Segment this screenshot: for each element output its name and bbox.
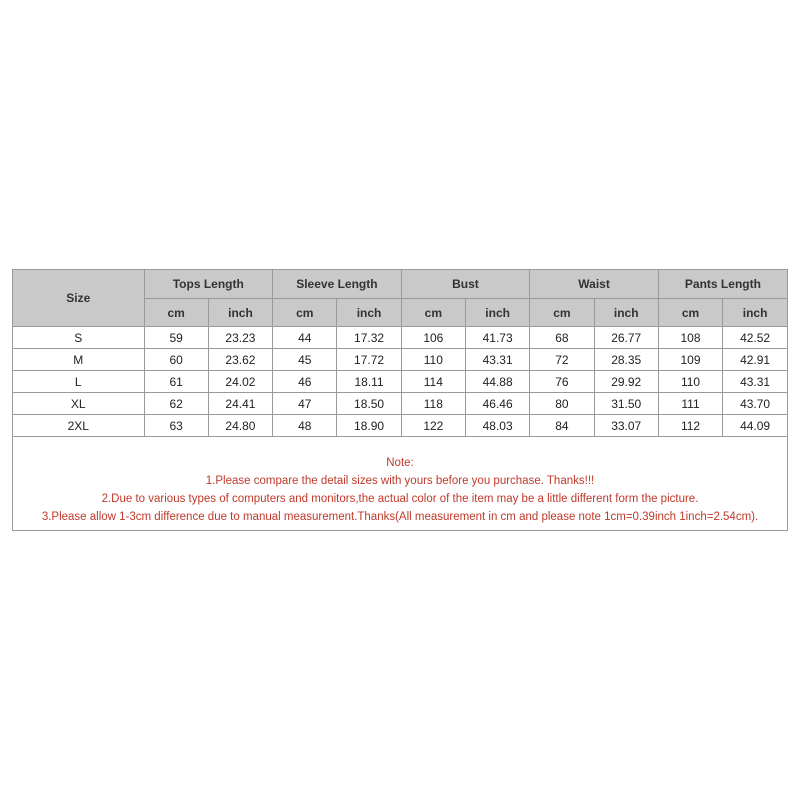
table-body xyxy=(13,327,787,437)
value-cell: 110 xyxy=(401,349,465,371)
value-cell: 41.73 xyxy=(465,327,529,349)
table-row xyxy=(13,415,787,437)
table-row xyxy=(13,349,787,371)
value-cell: 43.31 xyxy=(465,349,529,371)
value-cell: 118 xyxy=(401,393,465,415)
unit-header: inch xyxy=(208,299,272,327)
note-title: Note: xyxy=(386,457,414,469)
value-cell: 17.72 xyxy=(337,349,401,371)
unit-header: cm xyxy=(273,299,337,327)
value-cell: 24.80 xyxy=(208,415,272,437)
table-row xyxy=(13,393,787,415)
value-cell: 23.23 xyxy=(208,327,272,349)
value-cell: 112 xyxy=(658,415,722,437)
value-cell: 33.07 xyxy=(594,415,658,437)
value-cell: 76 xyxy=(530,371,594,393)
group-header-sleeve-length: Sleeve Length xyxy=(273,270,402,299)
note-line-3: 3.Please allow 1-3cm difference due to manual measurement.Thanks(All measurement in cm and please note 1cm=0.39inch 1inch=2.54cm). xyxy=(41,511,759,523)
value-cell: 68 xyxy=(530,327,594,349)
value-cell: 63 xyxy=(144,415,208,437)
size-table xyxy=(13,270,787,437)
unit-header: cm xyxy=(530,299,594,327)
table-row xyxy=(13,371,787,393)
group-header-pants-length: Pants Length xyxy=(658,270,787,299)
value-cell: 28.35 xyxy=(594,349,658,371)
value-cell: 42.91 xyxy=(723,349,787,371)
value-cell: 26.77 xyxy=(594,327,658,349)
value-cell: 31.50 xyxy=(594,393,658,415)
value-cell: 18.11 xyxy=(337,371,401,393)
table-row xyxy=(13,327,787,349)
value-cell: 106 xyxy=(401,327,465,349)
value-cell: 45 xyxy=(273,349,337,371)
value-cell: 18.50 xyxy=(337,393,401,415)
unit-header: cm xyxy=(401,299,465,327)
value-cell: 110 xyxy=(658,371,722,393)
value-cell: 109 xyxy=(658,349,722,371)
size-cell: S xyxy=(13,327,144,349)
value-cell: 108 xyxy=(658,327,722,349)
value-cell: 47 xyxy=(273,393,337,415)
value-cell: 62 xyxy=(144,393,208,415)
value-cell: 24.02 xyxy=(208,371,272,393)
group-header-waist: Waist xyxy=(530,270,659,299)
unit-header: cm xyxy=(144,299,208,327)
value-cell: 111 xyxy=(658,393,722,415)
value-cell: 43.31 xyxy=(723,371,787,393)
note-line-1: 1.Please compare the detail sizes with yours before you purchase. Thanks!!! xyxy=(205,475,595,487)
unit-header: cm xyxy=(658,299,722,327)
value-cell: 46 xyxy=(273,371,337,393)
value-cell: 29.92 xyxy=(594,371,658,393)
group-header-bust: Bust xyxy=(401,270,530,299)
size-cell: 2XL xyxy=(13,415,144,437)
group-header-tops-length: Tops Length xyxy=(144,270,273,299)
size-header: Size xyxy=(13,270,144,327)
value-cell: 48.03 xyxy=(465,415,529,437)
value-cell: 122 xyxy=(401,415,465,437)
value-cell: 60 xyxy=(144,349,208,371)
unit-header: inch xyxy=(337,299,401,327)
size-cell: XL xyxy=(13,393,144,415)
group-header-row xyxy=(13,270,787,299)
value-cell: 46.46 xyxy=(465,393,529,415)
unit-header: inch xyxy=(723,299,787,327)
value-cell: 18.90 xyxy=(337,415,401,437)
value-cell: 23.62 xyxy=(208,349,272,371)
size-cell: M xyxy=(13,349,144,371)
size-cell: L xyxy=(13,371,144,393)
value-cell: 42.52 xyxy=(723,327,787,349)
value-cell: 44.88 xyxy=(465,371,529,393)
value-cell: 80 xyxy=(530,393,594,415)
value-cell: 59 xyxy=(144,327,208,349)
value-cell: 72 xyxy=(530,349,594,371)
value-cell: 43.70 xyxy=(723,393,787,415)
value-cell: 24.41 xyxy=(208,393,272,415)
value-cell: 84 xyxy=(530,415,594,437)
notes-section xyxy=(13,437,787,526)
value-cell: 48 xyxy=(273,415,337,437)
note-line-2: 2.Due to various types of computers and monitors,the actual color of the item may be a little different form the picture. xyxy=(101,493,699,505)
value-cell: 61 xyxy=(144,371,208,393)
value-cell: 44.09 xyxy=(723,415,787,437)
value-cell: 44 xyxy=(273,327,337,349)
value-cell: 17.32 xyxy=(337,327,401,349)
unit-header: inch xyxy=(594,299,658,327)
size-chart xyxy=(12,269,788,531)
unit-header: inch xyxy=(465,299,529,327)
value-cell: 114 xyxy=(401,371,465,393)
